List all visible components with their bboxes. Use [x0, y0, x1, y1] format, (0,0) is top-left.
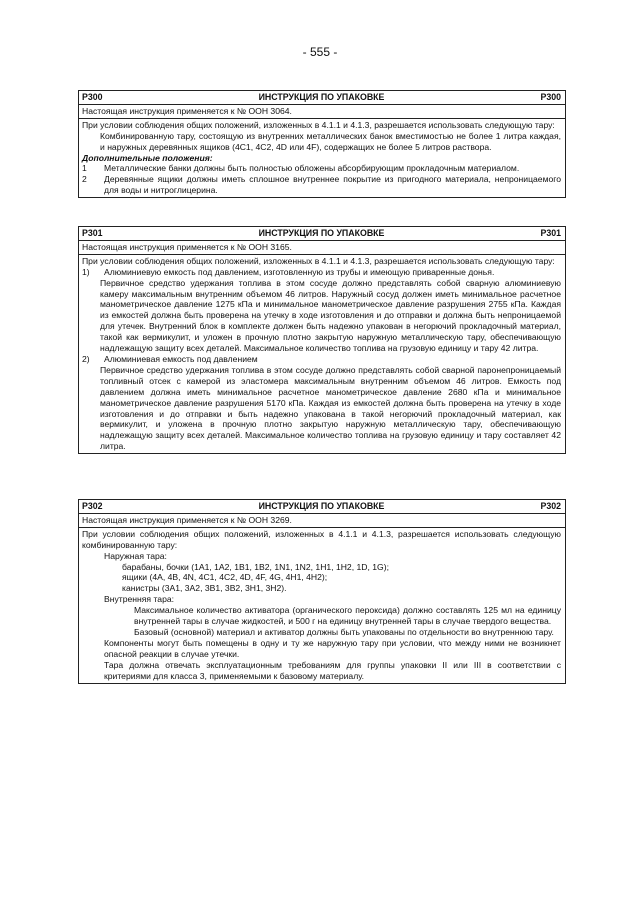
outer-packaging-title: Наружная тара:	[104, 550, 167, 561]
instruction-body	[79, 528, 565, 683]
applies-to: Настоящая инструкция применяется к № ООН 3165.	[79, 241, 565, 255]
item-text: Металлические банки должны быть полностью обложены абсорбирующим прокладочным материалом.	[104, 163, 520, 174]
item-number: 2)	[82, 353, 90, 364]
instruction-code-left: P300	[82, 92, 103, 102]
additional-title: Дополнительные положения:	[82, 152, 213, 163]
body-text: Комбинированную тару, состоящую из внутренних металлических банок вместимостью не более 1 литра каждая, и наружных деревянных ящиков (4C1, 4C2, 4D или 4F), содержащих не более 5 литров раствора.	[100, 130, 561, 152]
instruction-code-right: P302	[540, 501, 561, 511]
inner-item: Максимальное количество активатора (органического пероксида) должно составлять 125 мл на единицу внутренней тары в случае жидкостей, и 500 г на единицу внутренней тары в случае твердого вещества.	[134, 605, 561, 627]
item-text: Первичное средство удержания топлива в этом сосуде должно представлять собой сварной паронепроницаемый топливный отсек с камерой из эластомера максимальным внутренним объемом 46 литров. Емкость под давлением должна иметь минимальное расчетное манометрическое давление 2680 кПа и минимальное манометрическое давление разрушения 5170 кПа. Каждая из емкостей должна быть проверена на утечку в ходе изготовления и до отправки и быть надежно упакована в такой негорючий прокладочный материал, как вермикулит, и уложена в прочную плотно закрытую наружную металлическую тару, обеспечивающую надлежащую защиту всех деталей. Максимальное количество топлива на грузовую единицу и тару составляет 42 литра.	[100, 364, 561, 452]
page-number: - 555 -	[302, 45, 338, 59]
instruction-code-left: P302	[82, 501, 103, 511]
instruction-p301	[78, 226, 566, 454]
item-number: 1	[82, 163, 87, 174]
instruction-code-right: P301	[540, 228, 561, 238]
list-item	[82, 267, 561, 278]
item-text: Первичное средство удержания топлива в этом сосуде должно представлять собой сварную алюминиевую камеру максимальным внутренним объемом 46 литров. Наружный сосуд должен иметь минимальное расчетное манометрическое давление 1275 кПа и минимальное манометрическое давление разрушения 2755 кПа. Каждая из емкостей должна быть проверена на утечку в ходе изготовления и до отправки и должна быть непроницаемой для утечек. Внутренний блок в комплекте должен быть надежно упакован в негорючий прокладочный материал, такой как вермикулит, и уложен в прочную плотно закрытую наружную металлическую тару, обеспечивающую надлежащую защиту всех деталей. Максимальное количество топлива на грузовую единицу и тару 42 литра.	[100, 277, 561, 354]
inner-packaging-title: Внутренняя тара:	[104, 594, 175, 605]
item-text: Деревянные ящики должны иметь сплошное внутреннее покрытие из пригодного материала, непроницаемого для воды и нитроглицерина.	[104, 174, 561, 196]
list-item	[82, 354, 561, 365]
applies-to: Настоящая инструкция применяется к № ООН 3064.	[79, 105, 565, 119]
outer-item: барабаны, бочки (1A1, 1A2, 1B1, 1B2, 1N1, 1N2, 1H1, 1H2, 1D, 1G);	[122, 561, 389, 572]
instruction-title: ИНСТРУКЦИЯ ПО УПАКОВКЕ	[258, 228, 385, 238]
inner-item: Базовый (основной) материал и активатор должны быть упакованы по отдельности во внутреннюю тару.	[134, 626, 554, 637]
outer-item: канистры (3A1, 3A2, 3B1, 3B2, 3H1, 3H2).	[122, 583, 287, 594]
applies-to: Настоящая инструкция применяется к № ООН 3269.	[79, 514, 565, 528]
instruction-header	[79, 91, 565, 105]
outer-item: ящики (4A, 4B, 4N, 4C1, 4C2, 4D, 4F, 4G, 4H1, 4H2);	[122, 572, 328, 583]
instruction-p300	[78, 90, 566, 198]
item-heading: Алюминиевую емкость под давлением, изготовленную из трубы и имеющую приваренные донья.	[104, 266, 495, 277]
item-number: 1)	[82, 266, 90, 277]
list-item	[82, 174, 561, 196]
intro-text: При условии соблюдения общих положений, изложенных в 4.1.1 и 4.1.3, разрешается использовать следующую комбинированную тару:	[82, 528, 561, 550]
item-heading: Алюминиевая емкость под давлением	[104, 353, 258, 364]
list-item	[82, 163, 561, 174]
instruction-title: ИНСТРУКЦИЯ ПО УПАКОВКЕ	[258, 92, 385, 102]
instruction-header	[79, 500, 565, 514]
item-number: 2	[82, 174, 87, 185]
instruction-code-left: P301	[82, 228, 103, 238]
instruction-title: ИНСТРУКЦИЯ ПО УПАКОВКЕ	[258, 501, 385, 511]
intro-text: При условии соблюдения общих положений, изложенных в 4.1.1 и 4.1.3, разрешается использовать следующую тару:	[82, 119, 555, 130]
instruction-header	[79, 227, 565, 241]
instruction-code-right: P300	[540, 92, 561, 102]
note-text: Компоненты могут быть помещены в одну и ту же наружную тару при условии, что между ними не возникнет опасной реакции в случае утечки.	[104, 637, 561, 659]
instruction-body	[79, 255, 565, 453]
note-text: Тара должна отвечать эксплуатационным требованиям для группы упаковки II или III в соответствии с критериями для класса 3, применяемыми к базовому материалу.	[104, 659, 561, 681]
instruction-body	[79, 119, 565, 197]
intro-text: При условии соблюдения общих положений, изложенных в 4.1.1 и 4.1.3, разрешается использовать следующую тару:	[82, 255, 555, 266]
instruction-p302	[78, 499, 566, 684]
